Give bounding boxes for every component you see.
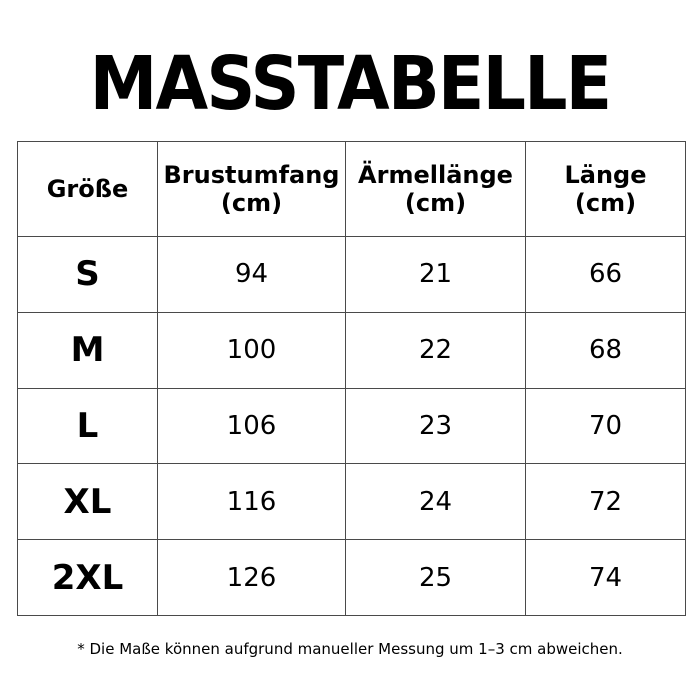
sleeve-cell: 23 <box>346 388 526 464</box>
length-cell: 66 <box>526 237 686 313</box>
chest-cell: 126 <box>158 540 346 616</box>
header-sleeve-unit: (cm) <box>404 189 467 217</box>
header-sleeve <box>346 142 526 237</box>
sleeve-cell: 21 <box>346 237 526 313</box>
chest-cell: 94 <box>158 237 346 313</box>
length-cell: 68 <box>526 312 686 388</box>
header-length-unit: (cm) <box>574 189 637 217</box>
header-size <box>18 142 158 237</box>
table-row <box>18 237 686 313</box>
table-row <box>18 464 686 540</box>
chest-cell: 106 <box>158 388 346 464</box>
size-chart-table <box>17 141 686 616</box>
page-title: MASSTABELLE <box>89 41 611 127</box>
size-cell: M <box>18 312 158 388</box>
table-row <box>18 388 686 464</box>
header-chest <box>158 142 346 237</box>
header-chest-label: Brustumfang <box>163 161 340 189</box>
size-cell: XL <box>18 464 158 540</box>
measurement-footnote: * Die Maße können aufgrund manueller Messung um 1–3 cm abweichen. <box>77 640 623 658</box>
sleeve-cell: 24 <box>346 464 526 540</box>
length-cell: 72 <box>526 464 686 540</box>
header-chest-unit: (cm) <box>220 189 283 217</box>
table-header-row <box>18 142 686 237</box>
table-row <box>18 312 686 388</box>
table-row <box>18 540 686 616</box>
size-cell: S <box>18 237 158 313</box>
header-length-label: Länge <box>564 161 647 189</box>
size-cell: 2XL <box>18 540 158 616</box>
header-length <box>526 142 686 237</box>
chest-cell: 116 <box>158 464 346 540</box>
sleeve-cell: 25 <box>346 540 526 616</box>
length-cell: 74 <box>526 540 686 616</box>
header-size-label: Größe <box>46 175 129 203</box>
sleeve-cell: 22 <box>346 312 526 388</box>
length-cell: 70 <box>526 388 686 464</box>
size-cell: L <box>18 388 158 464</box>
chest-cell: 100 <box>158 312 346 388</box>
header-sleeve-label: Ärmellänge <box>358 161 513 189</box>
